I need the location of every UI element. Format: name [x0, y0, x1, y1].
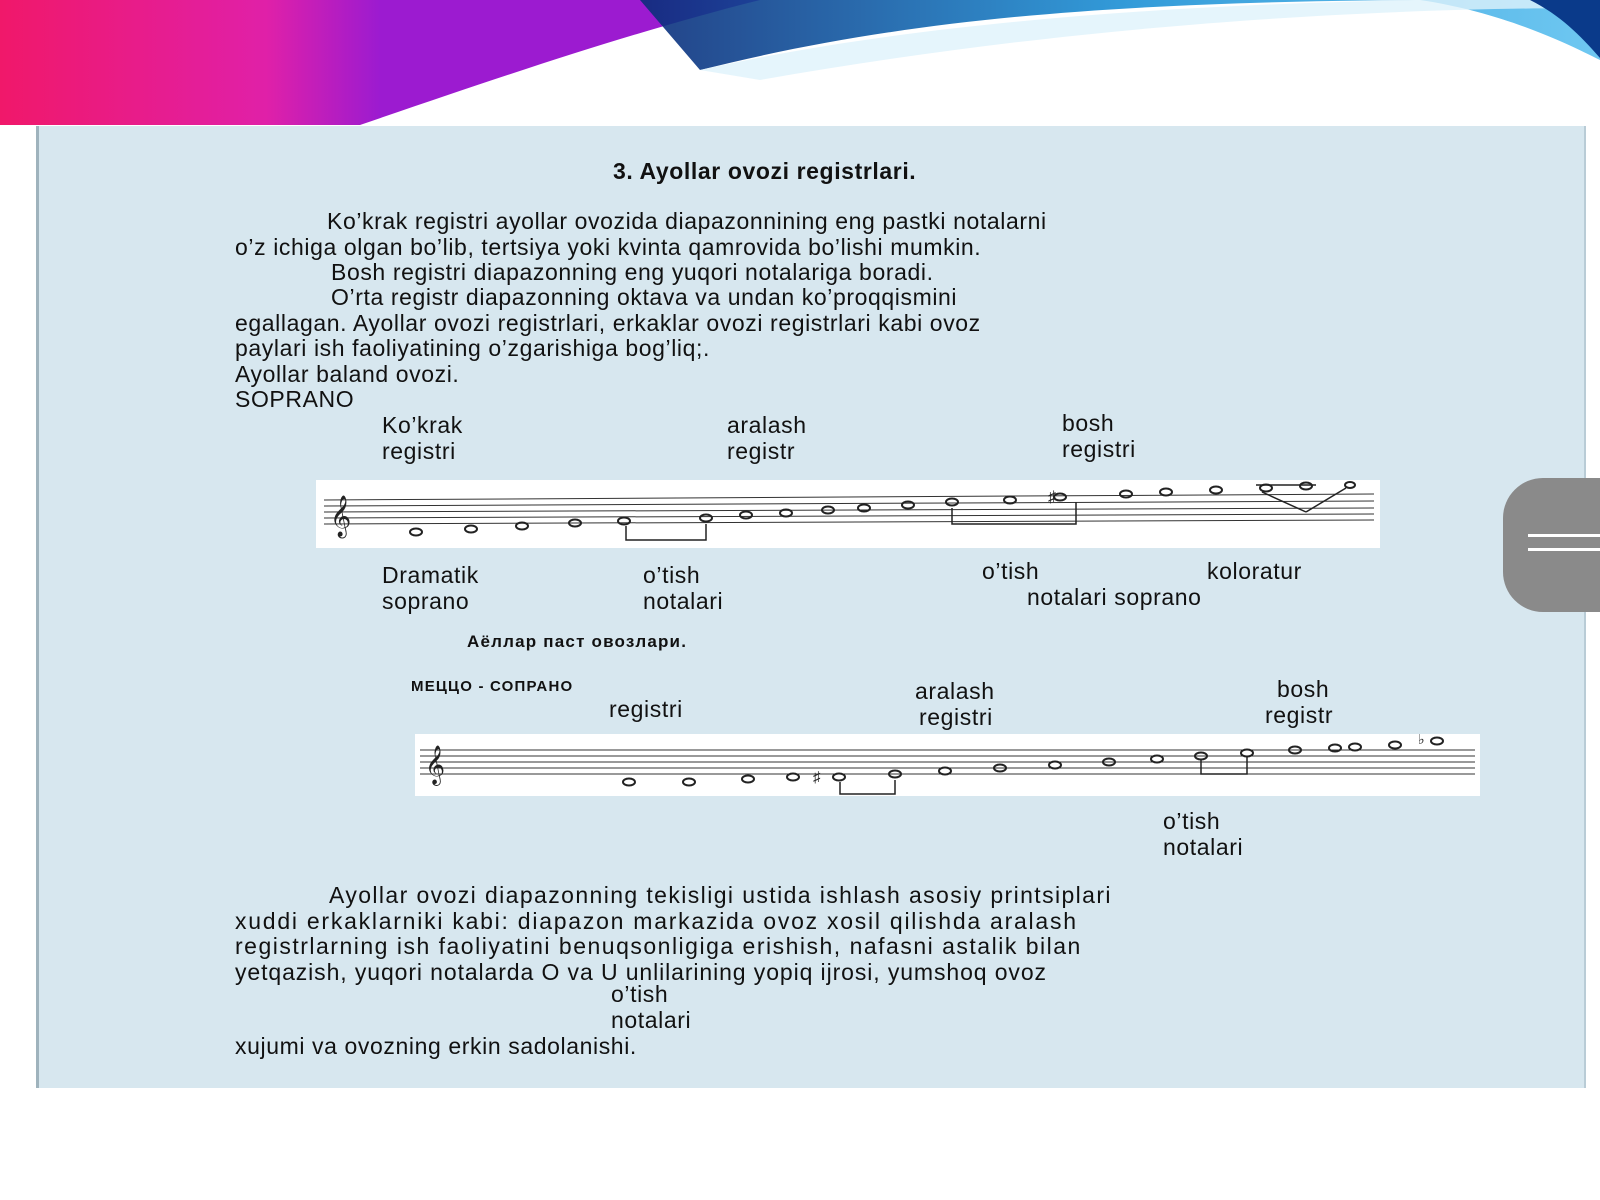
intro-line: paylari ish faoliyatining o’zgarishiga bog’liq;. [235, 335, 710, 361]
closing-line: xujumi va ovozning erkin sadolanishi. [235, 1033, 637, 1059]
soprano-label: Ko’krak [382, 412, 463, 438]
mezzo-label: registri [919, 704, 993, 730]
svg-text:♯: ♯ [813, 769, 821, 786]
closing-line: xuddi erkaklarniki kabi: diapazon markazida ovoz xosil qilishda aralash [235, 908, 1078, 934]
mezzo-name: МЕЦЦО - СОПРАНО [411, 678, 574, 695]
soprano-label: registri [382, 438, 456, 464]
soprano-label: koloratur [1207, 558, 1302, 584]
intro-line: egallagan. Ayollar ovozi registrlari, erkaklar ovozi registrlari kabi ovoz [235, 310, 981, 336]
overlay-label: notalari [611, 1007, 692, 1033]
closing-line: Ayollar ovozi diapazonning tekisligi ustida ishlash asosiy printsiplari [329, 882, 1112, 908]
soprano-label: registri [1062, 436, 1136, 462]
treble-clef-icon: 𝄞 [330, 496, 352, 537]
mezzo-heading: Аёллар паст овозлари. [467, 632, 688, 651]
overlay-label: o’tish [611, 981, 669, 1007]
soprano-label: notalari soprano [1027, 584, 1202, 610]
mezzo-label: registr [1265, 702, 1334, 728]
intro-line: o’z ichiga olgan bo’lib, tertsiya yoki kvinta qamrovida bo’lishi mumkin. [235, 234, 982, 260]
intro-line: Ko’krak registri ayollar ovozida diapazonnining eng pastki notalarni [327, 208, 1047, 234]
menu-toggle-button[interactable] [1503, 478, 1600, 612]
soprano-label: Dramatik [382, 562, 479, 588]
soprano-label: bosh [1062, 410, 1115, 436]
soprano-label: notalari [643, 588, 724, 614]
intro-line: Ayollar baland ovozi. [235, 361, 460, 387]
mezzo-staff [415, 734, 1480, 796]
intro-line: Bosh registri diapazonning eng yuqori notalariga boradi. [331, 259, 934, 285]
soprano-label: o’tish [982, 558, 1040, 584]
intro-line: O’rta registr diapazonning oktava va undan ko’proqqismini [331, 284, 958, 310]
mezzo-label: bosh [1277, 676, 1330, 702]
soprano-label: aralash [727, 412, 807, 438]
soprano-label: soprano [382, 588, 470, 614]
treble-clef-icon: 𝄞 [425, 745, 446, 785]
soprano-staff [316, 480, 1380, 548]
mezzo-label: registri [609, 696, 683, 722]
document-page [36, 126, 1586, 1088]
soprano-label: registr [727, 438, 796, 464]
closing-line: yetqazish, yuqori notalarda O va U unlilarining yopiq ijrosi, yumshoq ovoz [235, 959, 1047, 985]
voice-type-heading: SOPRANO [235, 386, 355, 412]
mezzo-label: aralash [915, 678, 995, 704]
svg-text:♯: ♯ [1048, 489, 1056, 506]
mezzo-label: o’tish [1163, 808, 1221, 834]
mezzo-label: notalari [1163, 834, 1244, 860]
svg-text:♭: ♭ [1418, 734, 1425, 747]
slide-banner [0, 0, 1600, 130]
soprano-label: o’tish [643, 562, 701, 588]
closing-line: registrlarning ish faoliyatini benuqsonligiga erishish, nafasni astalik bilan [235, 933, 1082, 959]
section-title: 3. Ayollar ovozi registrlari. [613, 158, 917, 184]
